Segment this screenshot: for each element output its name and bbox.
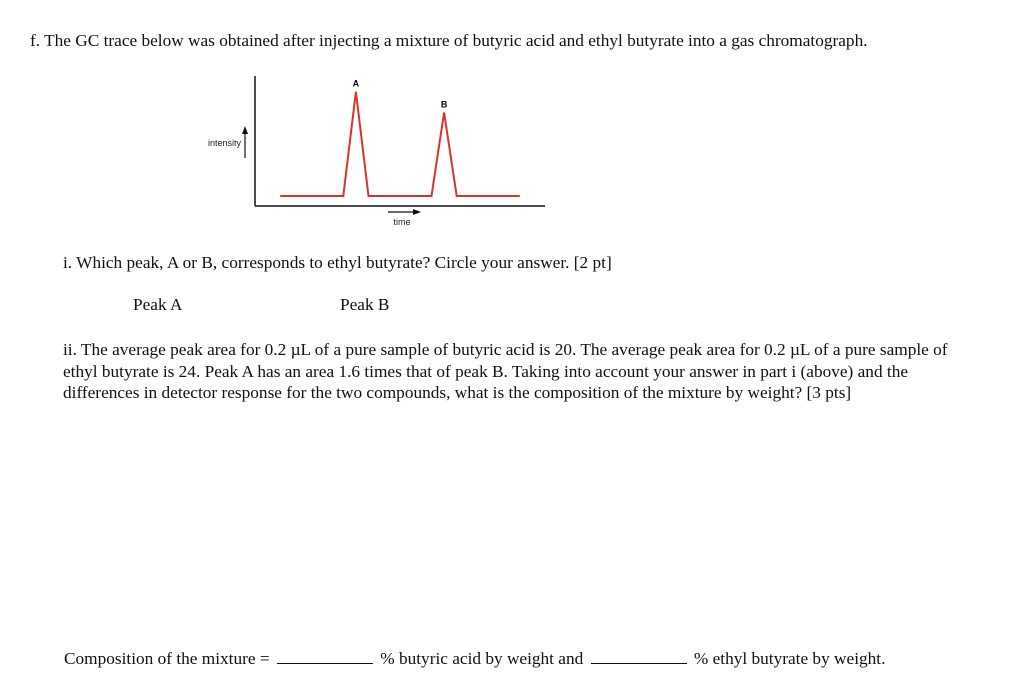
question-intro: f. The GC trace below was obtained after injecting a mixture of butyric acid and ethyl butyrate into a gas chromatograph. <box>30 31 868 50</box>
time-arrow-head <box>413 209 421 215</box>
answer-choice-peak-a[interactable]: Peak A <box>133 295 183 314</box>
x-axis-label: time <box>393 217 411 227</box>
answer-prefix: Composition of the mixture = <box>64 649 270 668</box>
answer-suffix: % ethyl butyrate by weight. <box>693 649 886 668</box>
butyric-acid-blank[interactable] <box>277 647 373 664</box>
peak-label-b: B <box>440 99 448 110</box>
composition-answer-line <box>64 647 885 669</box>
peak-label-a: A <box>352 78 360 89</box>
gc-trace-line <box>280 92 520 196</box>
answer-mid: % butyric acid by weight and <box>380 649 584 668</box>
gc-trace-chart <box>195 68 555 233</box>
part-ii-question: ii. The average peak area for 0.2 µL of a pure sample of butyric acid is 20. The average peak area for 0.2 µL of a pure sample of ethyl butyrate is 24. Peak A has an area 1.6 times that of peak B. Taking into account your answer in part i (above) and the differences in detector response for the two compounds, what is the composition of the mixture by weight? [3 pts] <box>63 340 948 402</box>
y-axis-label: intensity <box>207 138 241 148</box>
answer-choice-peak-b[interactable]: Peak B <box>340 295 390 314</box>
part-i-question: i. Which peak, A or B, corresponds to ethyl butyrate? Circle your answer. [2 pt] <box>63 253 612 272</box>
intensity-arrow-head <box>242 126 248 134</box>
ethyl-butyrate-blank[interactable] <box>591 647 687 664</box>
